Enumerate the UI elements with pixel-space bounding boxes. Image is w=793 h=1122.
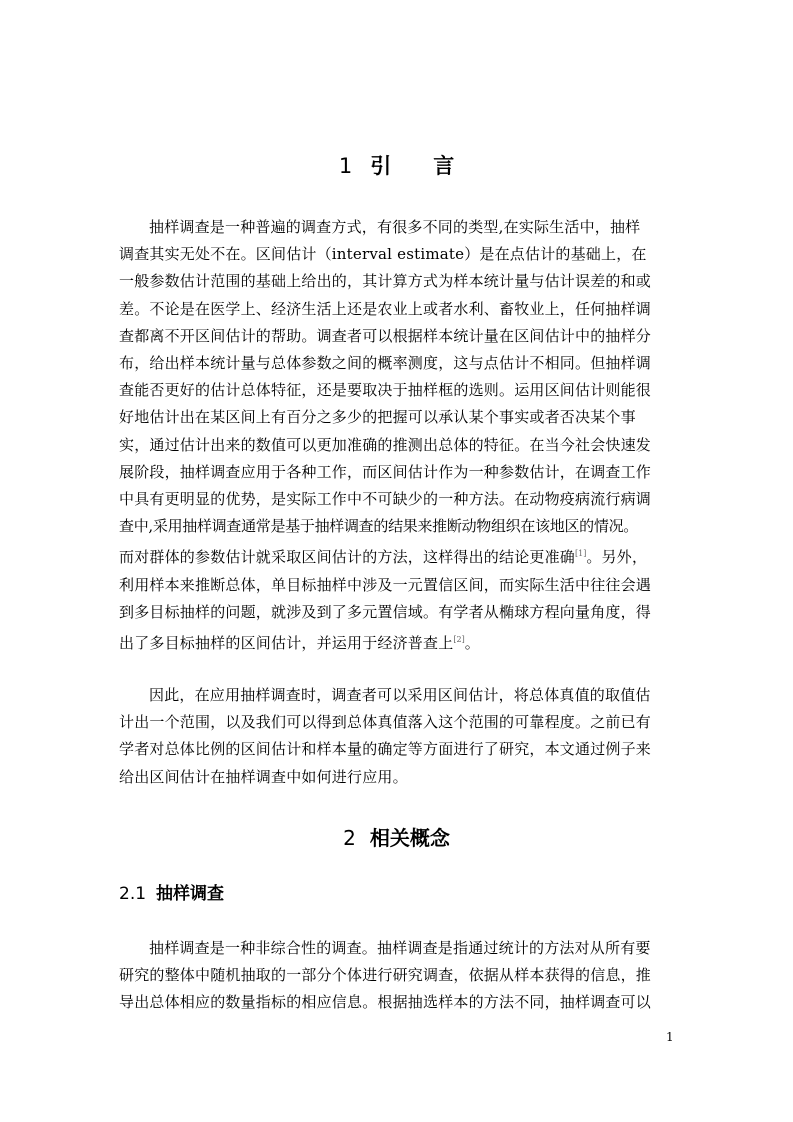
section-1-title-part-1: 引 — [370, 154, 392, 178]
sampling-survey-paragraph — [119, 935, 681, 1017]
paragraph-line: 查都离不开区间估计的帮助。调查者可以根据样本统计量在区间估计中的抽样分 — [119, 326, 652, 345]
section-1-heading — [0, 150, 793, 180]
citation-1[interactable]: [1] — [575, 549, 587, 559]
paragraph-line: 展阶段，抽样调查应用于各种工作，而区间估计作为一种参数估计，在调查工作 — [119, 462, 652, 481]
citation-context: 出了多目标抽样的区间估计，并运用于经济普查上 — [119, 634, 454, 653]
section-1-number: 1 — [338, 154, 353, 178]
citation-context: 。另外， — [586, 548, 648, 567]
section-2-title: 相关概念 — [369, 826, 450, 850]
introduction-paragraph-2 — [119, 682, 681, 791]
paragraph-line: 学者对总体比例的区间估计和样本量的确定等方面进行了研究，本文通过例子来 — [119, 740, 652, 759]
paragraph-line: 实，通过估计出来的数值可以更加准确的推测出总体的特征。在当今社会快速发 — [119, 435, 652, 454]
paragraph-line: 研究的整体中随机抽取的一部分个体进行研究调查，依据从样本获得的信息，推 — [119, 966, 652, 985]
subsection-2-1-number: 2.1 — [119, 884, 147, 904]
introduction-paragraph-1 — [119, 214, 681, 657]
paragraph-line-with-citation — [119, 540, 681, 571]
subsection-2-1-heading — [119, 879, 224, 904]
paragraph-line: 抽样调查是一种普遍的调查方式，有很多不同的类型,在实际生活中，抽样 — [149, 218, 641, 236]
paragraph-line: 布，给出样本统计量与总体参数之间的概率测度，这与点估计不相同。但抽样调 — [119, 354, 652, 373]
paragraph-line: 调查其实无处不在。区间估计（interval estimate）是在点估计的基础上，在 — [119, 245, 647, 264]
paragraph-line: 给出区间估计在抽样调查中如何进行应用。 — [119, 767, 408, 786]
paragraph-line: 差。不论是在医学上、经济生活上还是农业上或者水利、畜牧业上，任何抽样调 — [119, 299, 652, 318]
paragraph-line: 到多目标抽样的问题，就涉及到了多元置信域。有学者从椭球方程向量角度，得 — [119, 602, 652, 621]
paragraph-line-with-citation — [119, 626, 681, 657]
paragraph-line: 查能否更好的估计总体特征，还是要取决于抽样框的选则。运用区间估计则能很 — [119, 381, 652, 400]
paragraph-line: 好地估计出在某区间上有百分之多少的把握可以承认某个事实或者否决某个事 — [119, 408, 636, 427]
subsection-2-1-title: 抽样调查 — [156, 884, 225, 904]
paragraph-line: 因此，在应用抽样调查时，调查者可以采用区间估计，将总体真值的取值估 — [149, 686, 651, 704]
paragraph-line: 导出总体相应的数量指标的相应信息。根据抽选样本的方法不同，抽样调查可以 — [119, 993, 652, 1012]
page-number: 1 — [666, 1030, 674, 1044]
section-2-heading — [0, 822, 793, 851]
paragraph-line: 抽样调查是一种非综合性的调查。抽样调查是指通过统计的方法对从所有要 — [149, 939, 651, 957]
section-2-number: 2 — [343, 826, 356, 850]
citation-context: 。 — [464, 634, 480, 653]
paragraph-line: 中具有更明显的优势，是实际工作中不可缺少的一种方法。在动物疫病流行病调 — [119, 490, 652, 509]
paragraph-line: 计出一个范围，以及我们可以得到总体真值落入这个范围的可靠程度。之前已有 — [119, 713, 652, 732]
paragraph-line: 一般参数估计范围的基础上给出的，其计算方式为样本统计量与估计误差的和或 — [119, 272, 652, 291]
citation-2[interactable]: [2] — [453, 635, 465, 645]
section-1-title-part-2: 言 — [433, 154, 455, 178]
paragraph-line: 利用样本来推断总体，单目标抽样中涉及一元置信区间，而实际生活中往往会遇 — [119, 575, 652, 594]
citation-context: 而对群体的参数估计就采取区间估计的方法，这样得出的结论更准确 — [119, 548, 576, 567]
paragraph-line: 查中,采用抽样调查通常是基于抽样调查的结果来推断动物组织在该地区的情况。 — [119, 517, 638, 536]
